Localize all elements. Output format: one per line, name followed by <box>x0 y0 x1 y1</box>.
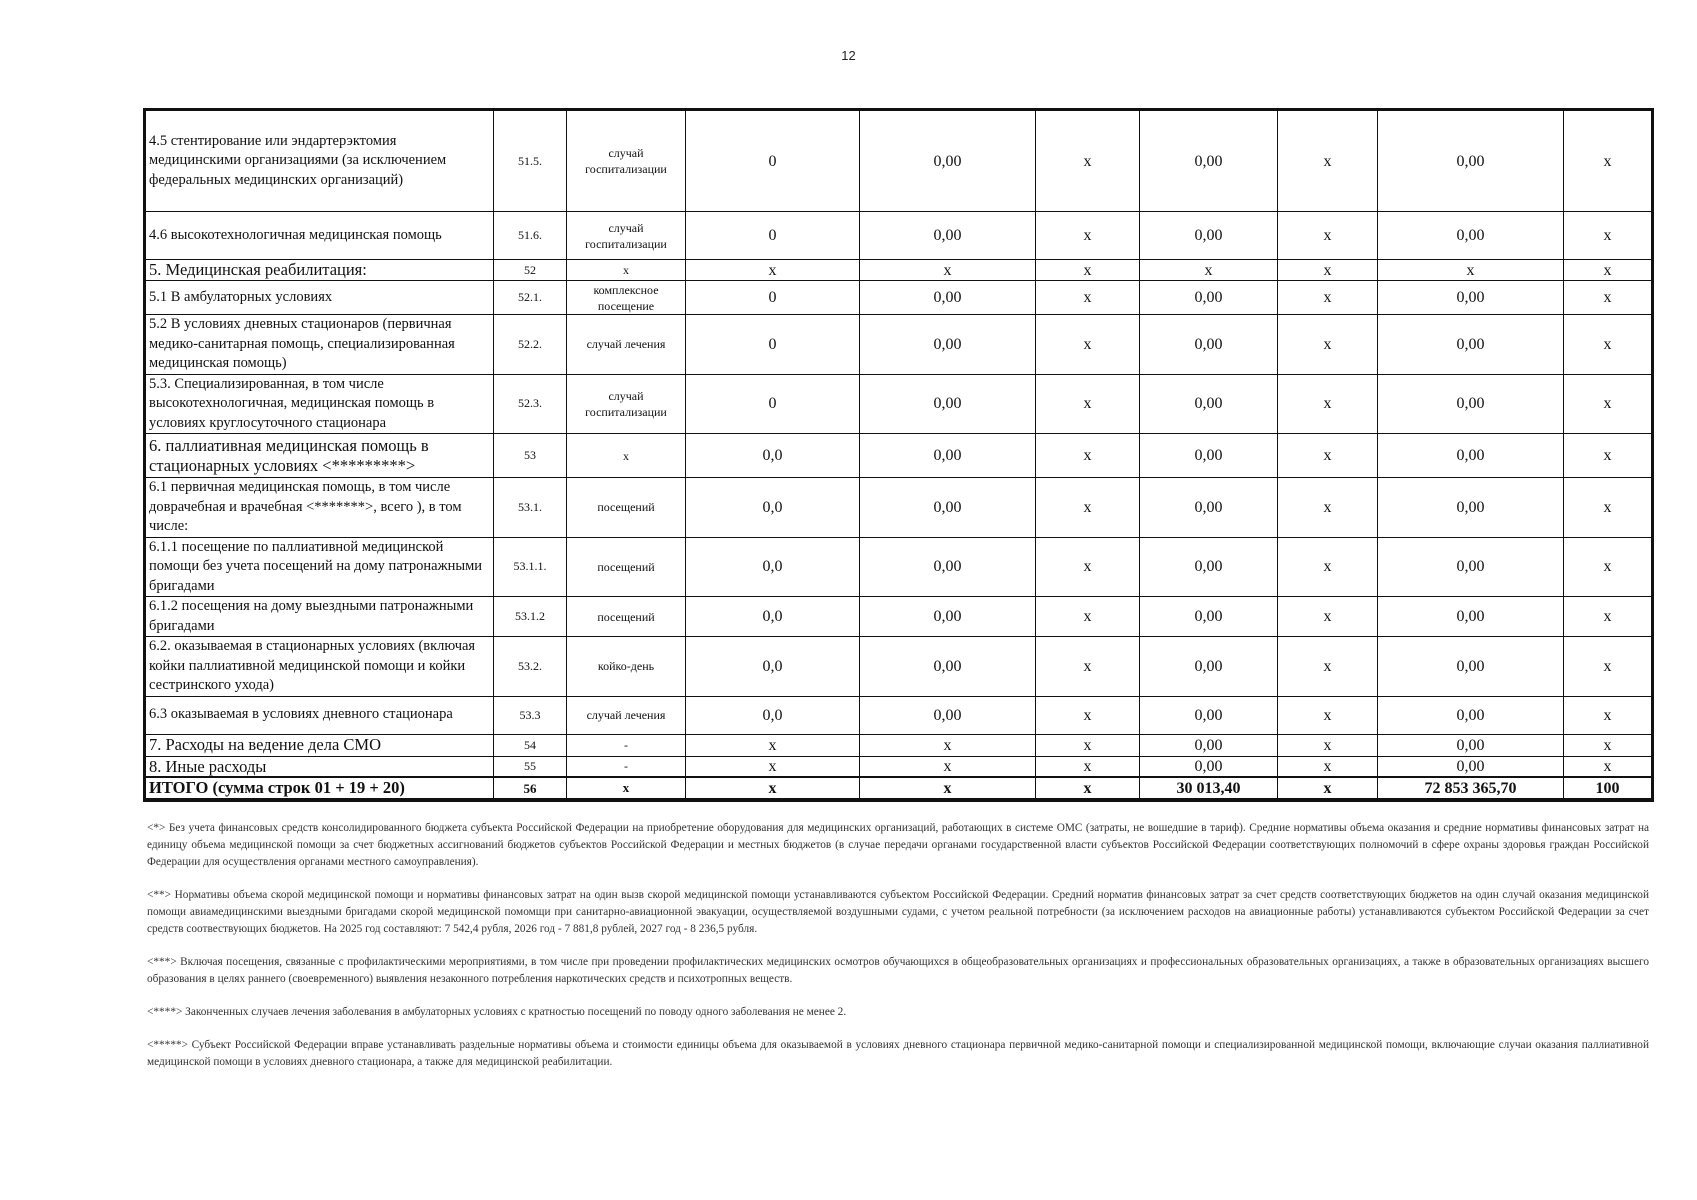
table-row <box>146 597 1652 637</box>
row-name: 6. паллиативная медицинская помощь в стационарных условиях <*********> <box>146 434 494 478</box>
row-unit: комплексное посещение <box>567 281 686 315</box>
cell-value: х <box>1036 111 1140 212</box>
cell-value: 0,0 <box>686 597 860 637</box>
cell-value: х <box>1564 696 1652 734</box>
cell-value: х <box>686 777 860 799</box>
cell-value: 0,00 <box>1140 434 1278 478</box>
row-unit: посещений <box>567 478 686 538</box>
cell-value: 0,00 <box>860 281 1036 315</box>
cell-value: х <box>1036 434 1140 478</box>
footnote: <***> Включая посещения, связанные с профилактическими мероприятиями, в том числе при проведении профилактических медицинских осмотров обучающихся в общеобразовательных организациях и профессиональных образовательных организациях, а также в образовательных организациях высшего образования в целях раннего (своевременного) выявления незаконного потребления наркотических средств и психотропных веществ. <box>147 956 1649 985</box>
row-name: 5.3. Специализированная, в том числе высокотехнологичная, медицинская помощь в условиях круглосуточного стационара <box>146 374 494 434</box>
cell-value: х <box>1036 777 1140 799</box>
table-row <box>146 478 1652 538</box>
cell-value: х <box>686 756 860 777</box>
cell-value: х <box>1564 734 1652 756</box>
footnotes <box>147 820 1649 1087</box>
cell-value: 0,00 <box>860 111 1036 212</box>
cell-value: 0,0 <box>686 637 860 697</box>
row-name: 5. Медицинская реабилитация: <box>146 260 494 281</box>
cell-value: 0,00 <box>860 537 1036 597</box>
cell-value: х <box>1036 374 1140 434</box>
cell-value: 0,00 <box>860 315 1036 375</box>
cell-value: х <box>1564 260 1652 281</box>
cell-value: 0,00 <box>1378 315 1564 375</box>
cell-value: х <box>1036 478 1140 538</box>
cell-value: 0 <box>686 212 860 260</box>
cell-value: 0,00 <box>1140 315 1278 375</box>
cell-value: х <box>1278 756 1378 777</box>
row-code: 53.1.2 <box>494 597 567 637</box>
row-unit: случай госпитализации <box>567 111 686 212</box>
row-code: 55 <box>494 756 567 777</box>
cell-value: х <box>1564 597 1652 637</box>
cell-value: х <box>1036 756 1140 777</box>
row-unit: х <box>567 777 686 799</box>
cell-value: 0 <box>686 281 860 315</box>
cell-value: х <box>1564 478 1652 538</box>
table-row <box>146 281 1652 315</box>
row-name: 6.1.2 посещения на дому выездными патронажными бригадами <box>146 597 494 637</box>
row-code: 51.5. <box>494 111 567 212</box>
cell-value: 0,00 <box>1378 212 1564 260</box>
footnote: <****> Законченных случаев лечения заболевания в амбулаторных условиях с кратностью посещений по поводу одного заболевания не менее 2. <box>147 1006 847 1018</box>
cell-value: 0,00 <box>1140 756 1278 777</box>
cell-value: х <box>1278 111 1378 212</box>
row-name: 4.6 высокотехнологичная медицинская помощь <box>146 212 494 260</box>
cell-value: 100 <box>1564 777 1652 799</box>
row-name: 8. Иные расходы <box>146 756 494 777</box>
table-row <box>146 734 1652 756</box>
cell-value: х <box>860 734 1036 756</box>
row-code: 53.1.1. <box>494 537 567 597</box>
cell-value: х <box>1036 260 1140 281</box>
cell-value: 0,0 <box>686 696 860 734</box>
cell-value: х <box>1036 537 1140 597</box>
cell-value: х <box>1140 260 1278 281</box>
cell-value: 0,0 <box>686 537 860 597</box>
cell-value: х <box>1278 212 1378 260</box>
cell-value: х <box>1036 281 1140 315</box>
cell-value: х <box>1564 637 1652 697</box>
row-name: ИТОГО (сумма строк 01 + 19 + 20) <box>146 777 494 799</box>
cell-value: 0 <box>686 315 860 375</box>
row-code: 52.2. <box>494 315 567 375</box>
row-code: 53.1. <box>494 478 567 538</box>
cell-value: 0,00 <box>1378 734 1564 756</box>
cell-value: х <box>1564 111 1652 212</box>
row-unit: случай госпитализации <box>567 212 686 260</box>
row-code: 52.1. <box>494 281 567 315</box>
cell-value: х <box>1036 212 1140 260</box>
cell-value: 0,00 <box>1378 696 1564 734</box>
cell-value: 0,00 <box>860 696 1036 734</box>
cell-value: х <box>860 777 1036 799</box>
cell-value: х <box>1564 315 1652 375</box>
cell-value: 0,00 <box>1378 756 1564 777</box>
cell-value: 0,00 <box>1140 111 1278 212</box>
table-row <box>146 756 1652 777</box>
page-number: 12 <box>841 48 856 63</box>
row-code: 54 <box>494 734 567 756</box>
footnote: <*****> Субъект Российской Федерации вправе устанавливать раздельные нормативы объема и стоимости единицы объема для оказываемой в условиях дневного стационара первичной медико-санитарной помощи и специализированной медицинской помощи, включающие случаи оказания паллиативной медицинской помощи в условиях дневного стационара, а также для медицинской реабилитации. <box>147 1039 1649 1068</box>
row-name: 6.3 оказываемая в условиях дневного стационара <box>146 696 494 734</box>
cell-value: 0,00 <box>1378 281 1564 315</box>
row-code: 52.3. <box>494 374 567 434</box>
row-code: 53.2. <box>494 637 567 697</box>
cell-value: х <box>1278 260 1378 281</box>
cell-value: 0,00 <box>1378 637 1564 697</box>
cell-value: х <box>1564 434 1652 478</box>
row-name: 5.2 В условиях дневных стационаров (первичная медико-санитарная помощь, специализированная медицинская помощь) <box>146 315 494 375</box>
cell-value: 0,00 <box>1140 281 1278 315</box>
row-unit: койко-день <box>567 637 686 697</box>
cell-value: 0,00 <box>860 597 1036 637</box>
cell-value: 0,00 <box>1140 696 1278 734</box>
cell-value: 0,00 <box>1378 374 1564 434</box>
table-row <box>146 637 1652 697</box>
cell-value: х <box>1036 637 1140 697</box>
cell-value: 0,00 <box>1378 537 1564 597</box>
cell-value: 0,00 <box>860 637 1036 697</box>
cell-value: 0,00 <box>1140 212 1278 260</box>
cell-value: х <box>1378 260 1564 281</box>
row-name: 7. Расходы на ведение дела СМО <box>146 734 494 756</box>
cell-value: х <box>860 756 1036 777</box>
cell-value: х <box>686 734 860 756</box>
row-unit: посещений <box>567 597 686 637</box>
row-unit: случай госпитализации <box>567 374 686 434</box>
cell-value: х <box>1278 374 1378 434</box>
row-unit: х <box>567 434 686 478</box>
cell-value: х <box>1564 537 1652 597</box>
table-row <box>146 212 1652 260</box>
row-name: 6.1 первичная медицинская помощь, в том числе доврачебная и врачебная <*******>, всего ), в том числе: <box>146 478 494 538</box>
cell-value: 0,00 <box>1140 478 1278 538</box>
cell-value: 0 <box>686 111 860 212</box>
cell-value: х <box>1278 637 1378 697</box>
cell-value: х <box>1036 696 1140 734</box>
cell-value: х <box>1564 756 1652 777</box>
footnote: <**> Нормативы объема скорой медицинской помощи и нормативы финансовых затрат на один вызв скорой медицинской помощи устанавливаются субъектом Российской Федерации. Средний норматив финансовых затрат за счет средств соответствующих бюджетов на один случай оказания медицинской помощи авиамедицинскими выездными бригадами скорой медицинской помомщи при санитарно-авиационной эвакуации, осуществляемой воздушными судами, с учетом реальной потребности (за исключением расходов на авиационные работы) устанавливаются субъектом Российской Федерации за счет средств соотвествующих бюджетов. На 2025 год составляют: 7 542,4 рубля, 2026 год - 7 881,8 рублей, 2027 год - 8 236,5 рубля. <box>147 889 1649 935</box>
cell-value: х <box>860 260 1036 281</box>
row-unit: - <box>567 756 686 777</box>
cell-value: 0,00 <box>1140 734 1278 756</box>
row-name: 6.2. оказываемая в стационарных условиях (включая койки паллиативной медицинской помощи и койки сестринского ухода) <box>146 637 494 697</box>
table-row <box>146 315 1652 375</box>
table-row <box>146 434 1652 478</box>
table-row <box>146 111 1652 212</box>
cell-value: х <box>686 260 860 281</box>
cell-value: 0,00 <box>860 374 1036 434</box>
cell-value: х <box>1278 281 1378 315</box>
cell-value: х <box>1036 597 1140 637</box>
cell-value: 72 853 365,70 <box>1378 777 1564 799</box>
table-row <box>146 537 1652 597</box>
row-code: 52 <box>494 260 567 281</box>
cell-value: 0,00 <box>860 478 1036 538</box>
table-row <box>146 696 1652 734</box>
cell-value: 0,00 <box>860 434 1036 478</box>
cell-value: 0,00 <box>1378 478 1564 538</box>
cell-value: х <box>1278 777 1378 799</box>
row-code: 51.6. <box>494 212 567 260</box>
cell-value: х <box>1564 212 1652 260</box>
row-unit: х <box>567 260 686 281</box>
cell-value: х <box>1564 281 1652 315</box>
cell-value: х <box>1036 315 1140 375</box>
cell-value: х <box>1278 315 1378 375</box>
row-unit: случай лечения <box>567 696 686 734</box>
row-unit: случай лечения <box>567 315 686 375</box>
cell-value: х <box>1278 696 1378 734</box>
row-name: 4.5 стентирование или эндартерэктомия медицинскими организациями (за исключением федеральных медицинских организаций) <box>146 111 494 212</box>
cell-value: 0,00 <box>1378 597 1564 637</box>
cell-value: 0,00 <box>1140 597 1278 637</box>
cell-value: 0,00 <box>1140 537 1278 597</box>
cell-value: 0,00 <box>1140 374 1278 434</box>
cell-value: х <box>1278 734 1378 756</box>
table-row <box>146 260 1652 281</box>
cell-value: 0 <box>686 374 860 434</box>
footnote: <*> Без учета финансовых средств консолидированного бюджета субъекта Российской Федерации на приобретение оборудования для медицинских организаций, работающих в системе ОМС (затраты, не вошедшие в тариф). Средние нормативы объема оказания и средние нормативы финансовых затрат на единицу объема медицинской помощи за счет бюджетных ассигнований бюджетов субъектов Российской Федерации и местных бюджетов (в случае передачи органами государственной власти субъектов Российской Федерации соответствующих полномочий в сфере охраны здоровья граждан Российской Федерации для осуществления органами местного самоуправления). <box>147 822 1649 868</box>
cell-value: 30 013,40 <box>1140 777 1278 799</box>
table-row <box>146 374 1652 434</box>
row-code: 53.3 <box>494 696 567 734</box>
cell-value: х <box>1278 537 1378 597</box>
cell-value: х <box>1564 374 1652 434</box>
cell-value: 0,00 <box>860 212 1036 260</box>
cell-value: х <box>1278 597 1378 637</box>
row-unit: - <box>567 734 686 756</box>
cell-value: х <box>1278 478 1378 538</box>
row-name: 6.1.1 посещение по паллиативной медицинской помощи без учета посещений на дому патронажными бригадами <box>146 537 494 597</box>
cell-value: 0,00 <box>1140 637 1278 697</box>
row-name: 5.1 В амбулаторных условиях <box>146 281 494 315</box>
total-row <box>146 777 1652 799</box>
row-code: 53 <box>494 434 567 478</box>
row-code: 56 <box>494 777 567 799</box>
cell-value: 0,00 <box>1378 434 1564 478</box>
cell-value: х <box>1036 734 1140 756</box>
row-unit: посещений <box>567 537 686 597</box>
cell-value: 0,00 <box>1378 111 1564 212</box>
cell-value: 0,0 <box>686 434 860 478</box>
financial-standards-table <box>145 110 1652 800</box>
cell-value: 0,0 <box>686 478 860 538</box>
cell-value: х <box>1278 434 1378 478</box>
